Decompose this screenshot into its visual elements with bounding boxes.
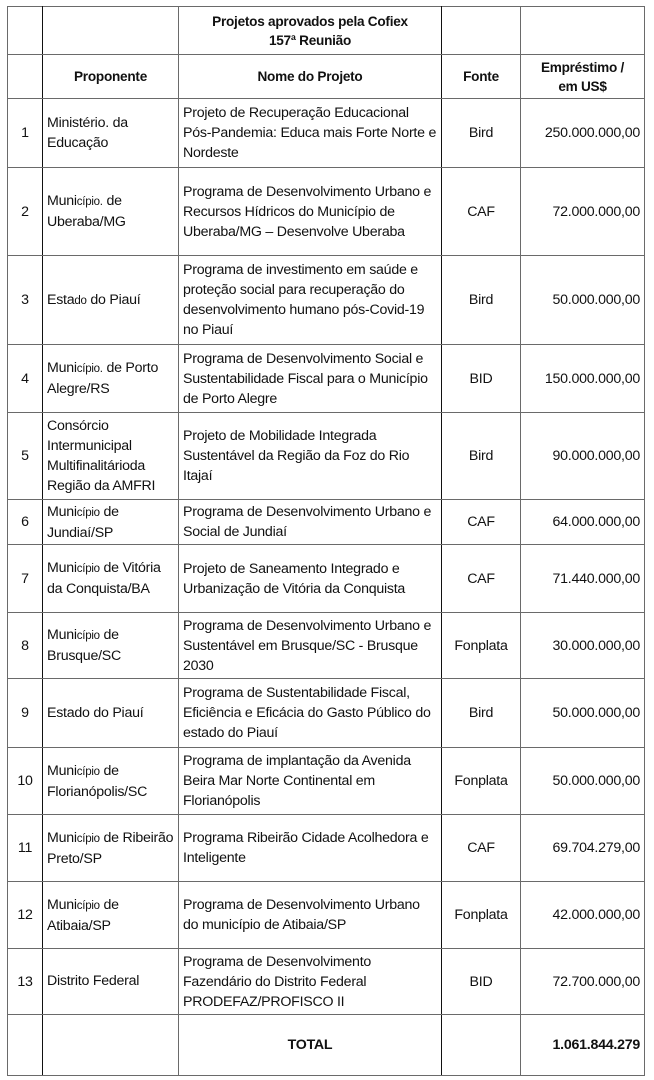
row-amount: 42.000.000,00 [521, 882, 645, 949]
total-empty-cell-4 [442, 1015, 521, 1076]
row-project-name: Programa de Desenvolvimento Urbano do município de Atibaia/SP [179, 882, 442, 949]
row-number: 10 [8, 748, 43, 815]
total-empty-cell-1 [8, 1015, 43, 1076]
title-empty-cell-5 [521, 7, 645, 55]
row-source: CAF [442, 815, 521, 882]
row-proponent: Estado do Piauí [43, 679, 179, 748]
row-proponent: Município de Atibaia/SP [43, 882, 179, 949]
header-number [8, 55, 43, 99]
table-total-row [8, 1015, 645, 1076]
title-empty-cell-1 [8, 7, 43, 55]
row-source: CAF [442, 500, 521, 545]
table-title-line-1: Projetos aprovados pela Cofiex [212, 13, 408, 29]
row-source: BID [442, 949, 521, 1015]
row-proponent: Consórcio Intermunicipal Multifinalitárioda Região da AMFRI [43, 413, 179, 500]
header-proponent: Proponente [43, 55, 179, 99]
total-value: 1.061.844.279 [521, 1015, 645, 1076]
row-project-name: Programa de Desenvolvimento Social e Sustentabilidade Fiscal para o Município de Porto Alegre [179, 345, 442, 413]
title-empty-cell-2 [43, 7, 179, 55]
table-title-line-2: 157ª Reunião [268, 32, 352, 48]
row-source: Bird [442, 413, 521, 500]
row-project-name: Programa de Desenvolvimento Urbano e Sustentável em Brusque/SC - Brusque 2030 [179, 613, 442, 679]
row-proponent: Município. de Porto Alegre/RS [43, 345, 179, 413]
row-proponent: Município. de Uberaba/MG [43, 168, 179, 256]
row-proponent: Município de Ribeirão Preto/SP [43, 815, 179, 882]
row-number: 13 [8, 949, 43, 1015]
row-proponent: Município de Florianópolis/SC [43, 748, 179, 815]
row-source: Fonplata [442, 748, 521, 815]
header-source: Fonte [442, 55, 521, 99]
row-amount: 72.000.000,00 [521, 168, 645, 256]
row-number: 9 [8, 679, 43, 748]
table-row [8, 256, 645, 345]
row-proponent: Ministério. da Educação [43, 99, 179, 168]
row-number: 2 [8, 168, 43, 256]
title-empty-cell-4 [442, 7, 521, 55]
row-number: 4 [8, 345, 43, 413]
table-row [8, 679, 645, 748]
row-source: CAF [442, 168, 521, 256]
row-source: Bird [442, 99, 521, 168]
row-amount: 71.440.000,00 [521, 545, 645, 613]
row-proponent: Município de Jundiaí/SP [43, 500, 179, 545]
table-row [8, 613, 645, 679]
row-project-name: Projeto de Saneamento Integrado e Urbanização de Vitória da Conquista [179, 545, 442, 613]
row-proponent: Estado do Piauí [43, 256, 179, 345]
table-row [8, 545, 645, 613]
row-project-name: Programa de Desenvolvimento Urbano e Social de Jundiaí [179, 500, 442, 545]
table-row [8, 413, 645, 500]
row-project-name: Projeto de Recuperação Educacional Pós-Pandemia: Educa mais Forte Norte e Nordeste [179, 99, 442, 168]
row-project-name: Programa de Desenvolvimento Fazendário do Distrito Federal PRODEFAZ/PROFISCO II [179, 949, 442, 1015]
row-source: Fonplata [442, 613, 521, 679]
row-number: 11 [8, 815, 43, 882]
row-amount: 72.700.000,00 [521, 949, 645, 1015]
row-number: 3 [8, 256, 43, 345]
table-row [8, 99, 645, 168]
row-amount: 50.000.000,00 [521, 748, 645, 815]
table-row [8, 882, 645, 949]
header-project-name: Nome do Projeto [179, 55, 442, 99]
total-empty-cell-2 [43, 1015, 179, 1076]
table-row [8, 168, 645, 256]
row-project-name: Programa Ribeirão Cidade Acolhedora e Inteligente [179, 815, 442, 882]
row-amount: 64.000.000,00 [521, 500, 645, 545]
row-amount: 90.000.000,00 [521, 413, 645, 500]
row-number: 5 [8, 413, 43, 500]
table-header-row [8, 55, 645, 99]
header-loan-line-1: Empréstimo / [540, 59, 625, 75]
row-project-name: Programa de Sustentabilidade Fiscal, Eficiência e Eficácia do Gasto Público do estado do Piauí [179, 679, 442, 748]
table-title [179, 7, 442, 55]
row-number: 6 [8, 500, 43, 545]
row-number: 12 [8, 882, 43, 949]
row-source: Bird [442, 679, 521, 748]
row-number: 8 [8, 613, 43, 679]
table-row [8, 949, 645, 1015]
cofiex-projects-table [7, 6, 645, 1076]
row-amount: 69.704.279,00 [521, 815, 645, 882]
table-row [8, 500, 645, 545]
row-amount: 30.000.000,00 [521, 613, 645, 679]
row-source: BID [442, 345, 521, 413]
row-source: Fonplata [442, 882, 521, 949]
table-title-row [8, 7, 645, 55]
row-source: CAF [442, 545, 521, 613]
row-project-name: Programa de Desenvolvimento Urbano e Recursos Hídricos do Município de Uberaba/MG – Desenvolve Uberaba [179, 168, 442, 256]
row-project-name: Programa de investimento em saúde e proteção social para recuperação do desenvolvimento humano pós-Covid-19 no Piauí [179, 256, 442, 345]
row-number: 7 [8, 545, 43, 613]
row-number: 1 [8, 99, 43, 168]
row-source: Bird [442, 256, 521, 345]
table-row [8, 815, 645, 882]
row-proponent: Município de Brusque/SC [43, 613, 179, 679]
header-loan-line-2: em US$ [558, 78, 607, 94]
row-proponent: Município de Vitória da Conquista/BA [43, 545, 179, 613]
row-amount: 150.000.000,00 [521, 345, 645, 413]
header-loan [521, 55, 645, 99]
row-amount: 50.000.000,00 [521, 679, 645, 748]
row-amount: 250.000.000,00 [521, 99, 645, 168]
row-project-name: Projeto de Mobilidade Integrada Sustentável da Região da Foz do Rio Itajaí [179, 413, 442, 500]
row-proponent: Distrito Federal [43, 949, 179, 1015]
row-project-name: Programa de implantação da Avenida Beira Mar Norte Continental em Florianópolis [179, 748, 442, 815]
table-row [8, 345, 645, 413]
row-amount: 50.000.000,00 [521, 256, 645, 345]
total-label: TOTAL [179, 1015, 442, 1076]
table-row [8, 748, 645, 815]
